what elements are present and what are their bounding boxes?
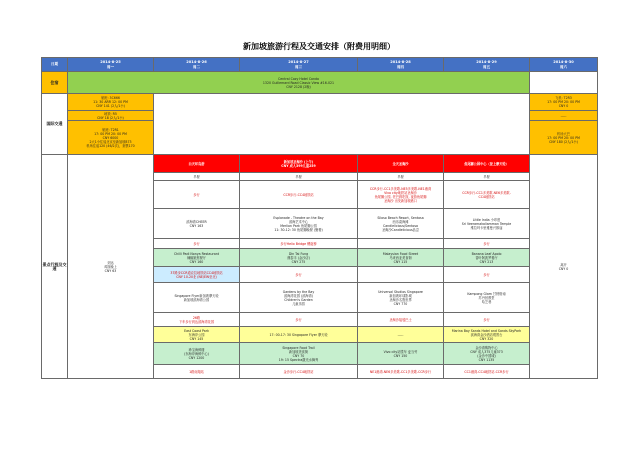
cell-line: 圣淘沙 出发新加坡港口: [384, 198, 417, 203]
cell-line: 步行: [295, 272, 302, 277]
cell-line: East Coast Park: [184, 328, 209, 333]
cell-line: 苏丹回教堂: [478, 295, 495, 300]
cell-line: Universal Studios Singapore: [378, 289, 423, 294]
cell-line: 周五: [482, 64, 491, 69]
activity-cell: [358, 239, 444, 249]
table-row: [42, 72, 598, 94]
cell-line: CNY 141 (2人/1小): [96, 104, 125, 108]
cell-line: 2014-8-30: [553, 60, 574, 65]
transport-cell: [530, 111, 598, 121]
cell-line: 白天环岛游: [188, 161, 205, 166]
itinerary-label: [42, 155, 68, 379]
activity-cell: [154, 343, 240, 365]
cell-line: 住宿: [50, 79, 59, 85]
cell-line: CNY 0: [558, 266, 569, 271]
cell-line: 2014-8-29: [476, 60, 497, 65]
cell-line: 香叶阿波罗餐厅: [475, 255, 498, 260]
activity-cell: [154, 327, 240, 343]
cell-line: 周六: [559, 64, 568, 69]
cell-line: 周三: [294, 64, 303, 69]
cell-line: CNY 163: [189, 223, 204, 228]
cell-line: CNY 213: [479, 259, 494, 264]
cell-line: CCR步行-CC1多美歌-NE5多美歌-NE1港湾: [369, 186, 432, 191]
day-header: [68, 58, 154, 72]
cell-line: (东海岸海鲜中心): [184, 351, 209, 356]
activity-cell: [358, 267, 444, 283]
cell-line: 步行: [483, 317, 490, 322]
cell-line: 19: 15 Spectra激光水舞秀: [278, 357, 319, 362]
cell-line: -----: [397, 332, 404, 337]
cell-line: CNY 115: [393, 259, 408, 264]
cell-line: 机场往返120 (46/2次)，套票170: [86, 143, 135, 148]
activity-cell: [358, 365, 444, 379]
cell-line: Central Cozy Hotel Condo: [278, 76, 319, 81]
cell-line: 鱼尾狮公园中心（登上摩天轮）: [464, 161, 509, 166]
cell-line: 11: 30-12: 30 鱼尾狮晚餐 (聚餐): [274, 227, 323, 232]
activity-cell: [240, 181, 358, 209]
cell-line: 新加坡圣淘沙 (上午): [283, 159, 314, 164]
activity-cell: [358, 173, 444, 181]
activity-cell: [240, 343, 358, 365]
cell-line: Esplanade - Theatre on the Bay: [273, 215, 324, 220]
activity-cell: [240, 313, 358, 327]
cell-line: NE1港湾-NE6多美歌-CC1多美歌-CCR步行: [369, 369, 432, 374]
cell-line: 维拉玛卡里雅曼兴都庙: [470, 225, 503, 230]
cell-line: Marina Bay Sands Hotel and Sands SkyPark: [451, 328, 522, 333]
cell-line: 儿童乐园: [292, 301, 305, 306]
activity-cell: [444, 249, 530, 267]
arrival-cell: [68, 155, 154, 379]
activity-cell: [154, 365, 240, 379]
cell-line: 辣椒娘惹餐厅: [186, 255, 207, 260]
cell-line: 地铁: R5: [104, 111, 117, 116]
cell-line: 步行: [483, 272, 490, 277]
departure-cell: [530, 155, 598, 379]
activity-cell: [444, 155, 530, 173]
cell-line: 哈芝巷: [481, 299, 492, 304]
cell-line: 37路步CCR道克拉地铁站CC4地铁站: [170, 270, 223, 275]
cell-line: 17: 00 PM 20: 00 PM: [94, 131, 127, 136]
cell-line: Children's Garden: [284, 297, 313, 302]
activity-cell: [444, 313, 530, 327]
itinerary-table: [41, 57, 598, 379]
activity-cell: [154, 181, 240, 209]
activity-cell: [240, 209, 358, 239]
activity-cell: [154, 267, 240, 283]
cell-line: Vivo city地铁站圣淘沙: [384, 190, 417, 195]
cell-line: 日期: [50, 62, 59, 67]
cell-line: CNY 160: [189, 259, 204, 264]
cell-line: 滨海湾花园 (滨海湾): [284, 293, 313, 298]
cell-line: 2014-8-27: [288, 60, 309, 65]
transport-cell: [68, 94, 154, 111]
cell-line: Din Tai Fung: [288, 251, 309, 256]
lodging-label: [42, 72, 68, 94]
cell-line: 周四: [396, 64, 405, 69]
day-header: [358, 58, 444, 72]
cell-line: 西乐索海滩: [392, 219, 409, 224]
activity-cell: [358, 313, 444, 327]
cell-line: 2014-8-26: [186, 60, 207, 65]
cell-line: 11: 30 ARR 12: 00 PM: [93, 100, 128, 104]
cell-line: 滨海湾CHEER: [186, 219, 207, 224]
cell-line: 金沙湾购物中心: [475, 345, 498, 350]
cell-line: CNY 150: [393, 353, 408, 358]
cell-line: 金沙步行-CC4地铁站: [283, 369, 314, 374]
activity-cell: [444, 181, 530, 209]
blank-cell: [154, 94, 530, 155]
cell-line: 早餐: [295, 174, 302, 179]
cell-line: 国际交通: [46, 121, 63, 126]
cell-line: Malaysian Food Street: [382, 251, 419, 256]
cell-line: Banana Leaf Apolo: [471, 251, 502, 256]
activity-cell: [358, 181, 444, 209]
cell-line: Kampong Glam 甘榜格南: [467, 291, 506, 296]
cell-line: (金沙中国城): [477, 353, 496, 358]
activity-cell: [358, 327, 444, 343]
activity-cell: [240, 365, 358, 379]
activity-cell: [358, 155, 444, 173]
cell-line: 马来西亚美食街: [389, 255, 412, 260]
transport-cell: [530, 121, 598, 155]
activity-cell: [240, 327, 358, 343]
cell-line: 步行: [483, 241, 490, 246]
transport-cell: [530, 94, 598, 111]
cell-line: 全天圣淘沙: [392, 161, 409, 166]
cell-line: 圣淘沙名胜世界: [389, 297, 412, 302]
transport-cell: [68, 121, 154, 155]
cell-line: CC1港湾-CC4地铁站-CCR步行: [464, 369, 509, 374]
cell-line: CNY 2128 (2晚): [286, 84, 311, 89]
cell-line: CNY 0: [558, 104, 569, 108]
activity-cell: [444, 327, 530, 343]
cell-line: 新加坡环球影城: [389, 293, 412, 298]
lodging-sat: [530, 72, 598, 94]
cell-line: 周一: [106, 64, 115, 69]
cell-line: CNY 6000: [102, 135, 119, 140]
activity-cell: [240, 283, 358, 313]
transport-cell: [68, 111, 154, 121]
cell-line: 机场大巴: [557, 131, 570, 136]
cell-line: Little India 小印度: [472, 217, 501, 222]
activity-cell: [240, 155, 358, 173]
cell-line: CNY 18 (2人/1小): [97, 115, 124, 120]
cell-line: Siloso Beach Resort, Sentosa: [377, 215, 424, 220]
cell-line: 下车步行到达滨海湾花园: [178, 319, 215, 324]
activity-cell: [358, 283, 444, 313]
cell-line: CNY 10-20北 (NE/EW至北): [176, 274, 217, 279]
cell-line: 圣淘沙Candlelicious品尝: [381, 227, 420, 232]
cell-line: 珍宝海鲜楼: [188, 347, 205, 352]
cell-line: CNY 770: [393, 301, 408, 306]
activity-cell: [154, 209, 240, 239]
cell-line: 17: 00-17: 30 Singapore Flyer 摩天轮: [269, 332, 328, 337]
cell-line: 步行Helix Bridge 螺旋桥: [280, 241, 317, 246]
cell-line: 1320 Guillemard Road Classic View #16-021: [262, 80, 335, 85]
cell-line: CCR步行-CC1多美歌-NE6多美歌-: [462, 190, 511, 195]
intl-transport-label: [42, 94, 68, 155]
day-header: [530, 58, 598, 72]
cell-line: CNY 145: [189, 336, 204, 341]
activity-cell: [444, 173, 530, 181]
cell-line: 周二: [192, 64, 201, 69]
cell-line: 鱼尾狮公园, 老巴刹吃饭, 夜游鱼尾狮: [374, 194, 427, 199]
cell-line: 滨海湾金沙酒店观景台: [470, 332, 503, 337]
cell-line: 2014-8-28: [390, 60, 411, 65]
cell-line: -----: [560, 113, 567, 118]
cell-line: Merlion Park 鱼尾狮公园: [280, 223, 317, 228]
cell-line: 步行: [295, 317, 302, 322]
cell-line: CNY 成人399儿童259: [281, 163, 316, 168]
activity-cell: [358, 209, 444, 239]
cell-line: CNY 320: [479, 336, 494, 341]
activity-cell: [444, 267, 530, 283]
activity-cell: [444, 343, 530, 365]
cell-line: 东海岸公园: [188, 332, 205, 337]
activity-cell: [154, 313, 240, 327]
cell-line: 航班: 3C666: [101, 96, 120, 100]
cell-line: 新加坡滨海湾公园: [183, 297, 210, 302]
cell-line: 2014-8-25: [100, 60, 121, 65]
itinerary-sheet: [41, 37, 597, 379]
cell-line: Candlelicious/Sentosa: [382, 223, 418, 228]
activity-cell: [154, 283, 240, 313]
cell-line: 新加坡美食街: [288, 349, 309, 354]
cell-line: CNY 1135: [478, 357, 495, 362]
cell-line: 步行: [193, 241, 200, 246]
activity-cell: [154, 239, 240, 249]
cell-line: 早餐: [397, 174, 404, 179]
day-header: [240, 58, 358, 72]
cell-line: 滨海艺术中心: [288, 219, 309, 224]
date-label: [42, 58, 68, 72]
cell-line: CNY 63: [104, 268, 117, 273]
activity-cell: [358, 343, 444, 365]
activity-cell: [444, 209, 530, 239]
table-row: [42, 155, 598, 173]
cell-line: 26路: [192, 315, 201, 320]
cell-line: Chilli Padi Nonya Restaurant: [173, 251, 220, 256]
sheet-title: 新加坡旅游行程及交通安排（附费用明细）: [243, 42, 395, 51]
cell-line: 2大1小往返北京至新加坡873: [89, 139, 132, 144]
table-row: [42, 58, 598, 72]
day-header: [154, 58, 240, 72]
cell-line: CNY 成人375儿童373: [470, 349, 503, 354]
activity-cell: [154, 249, 240, 267]
cell-line: 景点行程及交通: [42, 261, 67, 271]
cell-line: 飞机: T2R3: [555, 96, 572, 100]
table-row: [42, 94, 598, 111]
activity-cell: [358, 249, 444, 267]
cell-line: 圣淘沙接驳巴士: [389, 317, 412, 322]
cell-line: 步行: [193, 192, 200, 197]
activity-cell: [240, 267, 358, 283]
cell-line: 鸡饭晚上: [104, 264, 117, 269]
cell-line: CNY 70: [292, 353, 305, 358]
cell-line: CNY 180 (2人/1小): [549, 139, 578, 144]
activity-cell: [444, 239, 530, 249]
activity-cell: [154, 173, 240, 181]
cell-line: CC4地铁站: [478, 194, 495, 199]
activity-cell: [240, 239, 358, 249]
activity-cell: [154, 155, 240, 173]
day-header: [444, 58, 530, 72]
cell-line: Vivo city站缆车 麦当劳: [383, 349, 418, 354]
cell-line: CNY 275: [291, 259, 306, 264]
cell-line: Singapore Flyer新加坡摩天轮: [174, 293, 219, 298]
cell-line: 航班: T2R1: [102, 127, 119, 132]
cell-line: 17: 00 PM 20: 00 PM: [547, 100, 580, 104]
cell-line: CNY 1200: [188, 355, 205, 360]
activity-cell: [444, 283, 530, 313]
cell-line: 离开: [560, 262, 567, 267]
cell-line: Gardens by the Bay: [282, 289, 315, 294]
cell-line: 17: 00 PM 20: 00 PM: [547, 135, 580, 140]
cell-line: 鼎泰丰 (金沙店): [287, 255, 310, 260]
activity-cell: [444, 365, 530, 379]
lodging-cell: [68, 72, 530, 94]
cell-line: CCR步行-CC4地铁站: [283, 192, 314, 197]
cell-line: Sri Veeramakaliamman Temple: [461, 221, 512, 226]
cell-line: 早餐: [193, 174, 200, 179]
activity-cell: [240, 173, 358, 181]
cell-line: Singapore Food Trail: [282, 345, 315, 350]
cell-line: 早餐: [483, 174, 490, 179]
cell-line: 1路南翔站: [189, 369, 204, 374]
activity-cell: [240, 249, 358, 267]
cell-line: 到达: [107, 260, 114, 265]
